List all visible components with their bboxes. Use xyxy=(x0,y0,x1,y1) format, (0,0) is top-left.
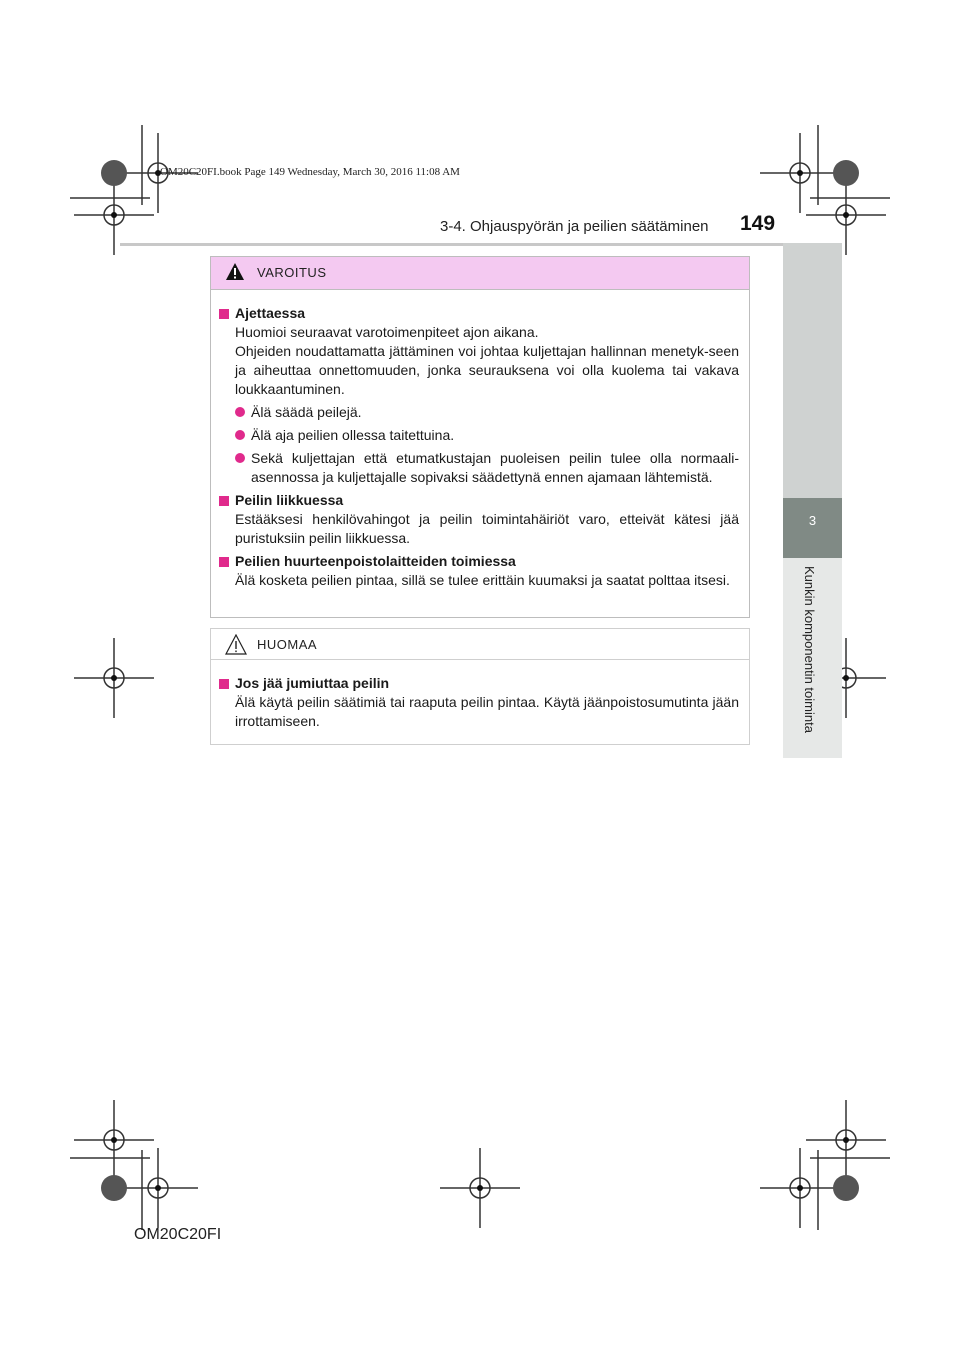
section-title: Ajettaessa xyxy=(219,304,739,323)
chapter-title: Kunkin komponentin toiminta xyxy=(802,566,817,733)
warning-box xyxy=(210,256,750,618)
note-box xyxy=(210,628,750,745)
dot-bullet-icon xyxy=(235,430,245,440)
section-text: Älä kosketa peilien pintaa, sillä se tulee erittäin kuumaksi ja saatat polttaa itsesi. xyxy=(235,572,730,588)
caution-icon xyxy=(225,634,247,656)
section-title: Jos jää jumiuttaa peilin xyxy=(219,674,739,693)
dot-bullet-icon xyxy=(235,453,245,463)
warning-header xyxy=(211,257,749,290)
note-body xyxy=(211,660,749,731)
square-bullet-icon xyxy=(219,557,229,567)
note-header xyxy=(211,629,749,660)
warning-body xyxy=(211,290,749,590)
square-bullet-icon xyxy=(219,309,229,319)
section-title: Peilin liikkuessa xyxy=(219,491,739,510)
note-label: HUOMAA xyxy=(257,637,318,652)
warning-icon xyxy=(225,262,245,282)
footer-code: OM20C20FI xyxy=(134,1226,222,1243)
chapter-strip xyxy=(783,243,842,498)
section-text: Älä käytä peilin säätimiä tai raaputa peilin pintaa. Käytä jäänpoistosumutinta jään irrottamiseen. xyxy=(235,694,739,729)
section-title: Peilien huurteenpoistolaitteiden toimiessa xyxy=(219,552,739,571)
chapter-tab-number: 3 xyxy=(783,498,842,558)
book-info: OM20C20FI.book Page 149 Wednesday, March 30, 2016 11:08 AM xyxy=(160,166,460,178)
list-item: Älä aja peilien ollessa taitettuina. xyxy=(235,426,739,445)
section-header: 3-4. Ohjauspyörän ja peilien säätäminen xyxy=(440,218,709,235)
square-bullet-icon xyxy=(219,496,229,506)
bullet-list xyxy=(219,403,739,487)
square-bullet-icon xyxy=(219,679,229,689)
warning-label: VAROITUS xyxy=(257,265,327,280)
list-item: Älä säädä peilejä. xyxy=(235,403,739,422)
page-number: 149 xyxy=(740,212,776,235)
header-rule xyxy=(120,243,842,246)
section-text: Estääksesi henkilövahingot ja peilin toimintahäiriöt varo, etteivät kätesi jää puristuksiin peilin liikkuessa. xyxy=(235,511,739,546)
list-item: Sekä kuljettajan että etumatkustajan puoleisen peilin tulee olla normaali-asennossa ja kuljettajalle sopivaksi säädettynä ennen ajamaan lähtemistä. xyxy=(235,449,739,487)
dot-bullet-icon xyxy=(235,407,245,417)
section-text: Huomioi seuraavat varotoimenpiteet ajon aikana. Ohjeiden noudattamatta jättäminen voi johtaa kuljettajan hallinnan menetyk-seen ja aiheuttaa onnettomuuden, jonka seurauksena voi olla kuolema tai vakava loukkaantuminen. xyxy=(235,324,739,397)
